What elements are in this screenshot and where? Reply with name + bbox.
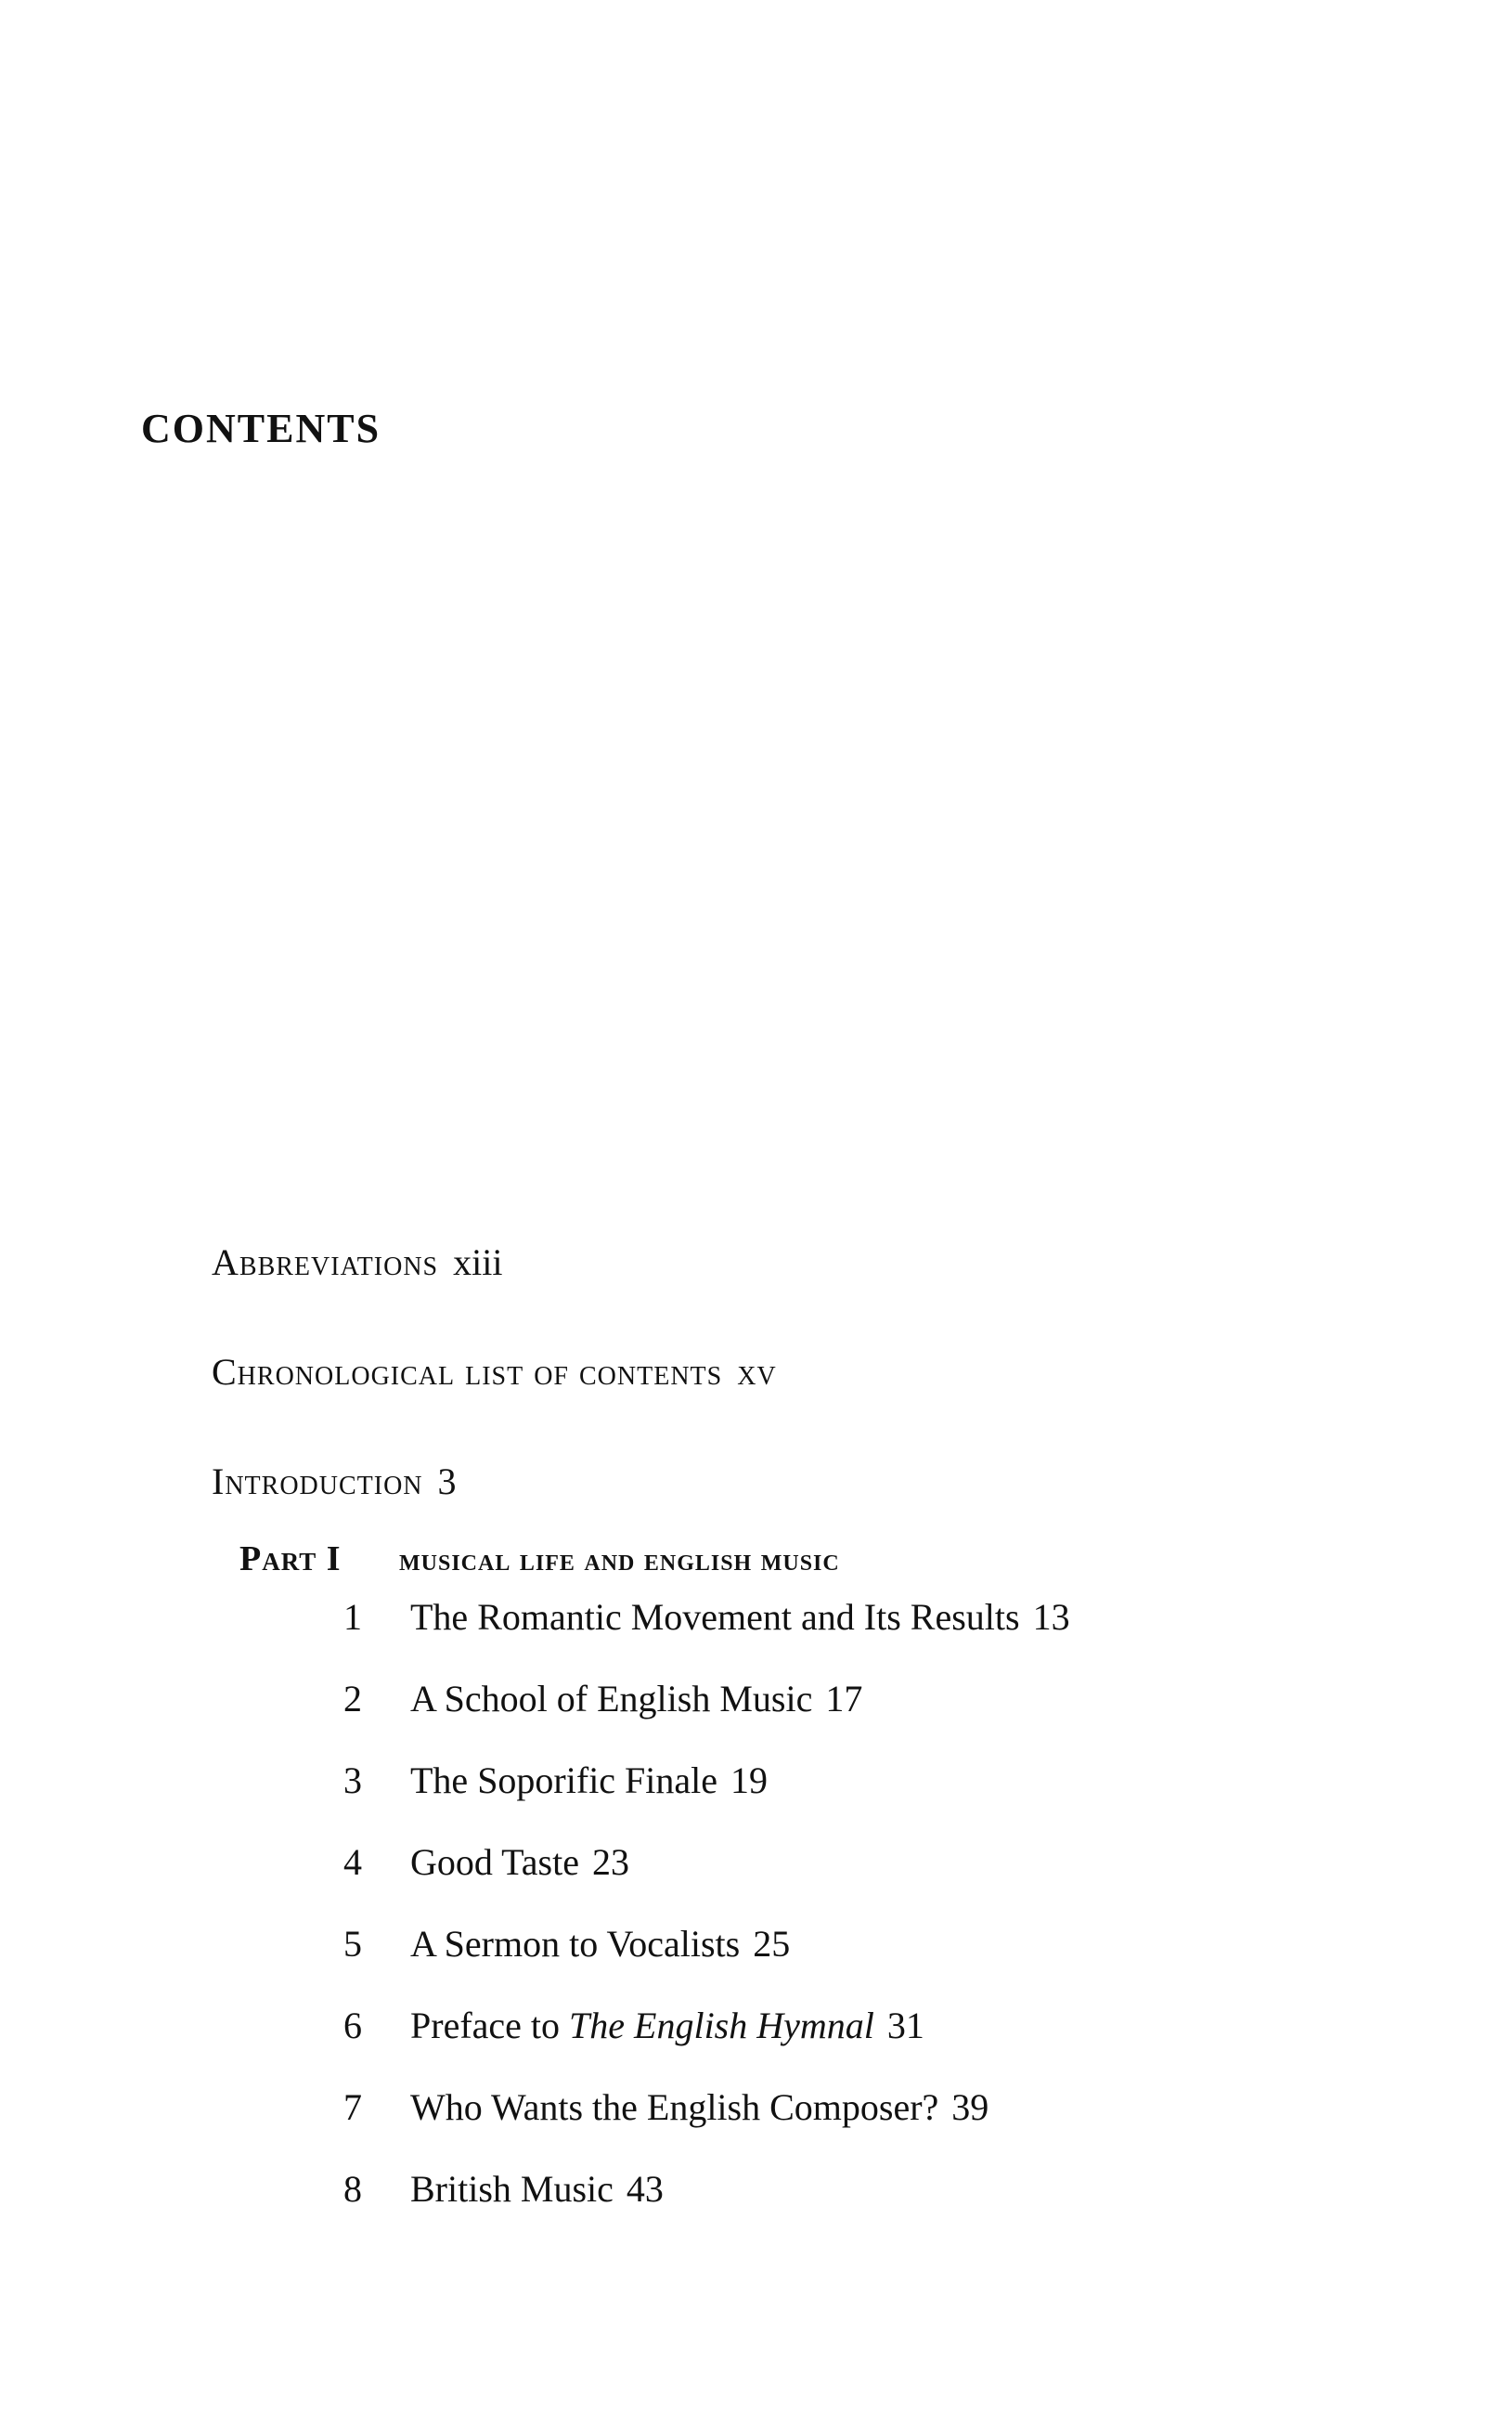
chapter-title: A Sermon to Vocalists <box>410 1923 741 1965</box>
chapter-number: 2 <box>343 1678 362 1720</box>
chapter-title-prefix: Preface to <box>410 2005 561 2046</box>
chapter-entry <box>316 2168 664 2210</box>
chapter-number: 5 <box>343 1923 362 1965</box>
chapter-number: 3 <box>343 1759 362 1801</box>
chapter-number: 7 <box>343 2086 362 2128</box>
chapter-number: 8 <box>343 2168 362 2210</box>
page-title: CONTENTS <box>141 406 381 451</box>
chapter-page-number: 13 <box>1032 1596 1070 1638</box>
chapter-page-number: 39 <box>951 2086 989 2128</box>
chapter-entry <box>316 1596 1070 1638</box>
front-entry-introduction <box>212 1460 457 1502</box>
entry-page-number: xiii <box>453 1241 503 1283</box>
chapter-page-number: 31 <box>886 2005 924 2046</box>
chapter-page-number: 23 <box>592 1841 629 1883</box>
part-heading <box>239 1541 840 1577</box>
part-label: Part I <box>239 1539 342 1578</box>
chapter-page-number: 17 <box>825 1678 863 1720</box>
chapter-number: 6 <box>343 2005 362 2046</box>
chapter-title-italic: The English Hymnal <box>569 2005 874 2046</box>
chapter-page-number: 43 <box>626 2168 664 2210</box>
part-title: musical life and english music <box>399 1543 840 1577</box>
front-entry-chronological-list <box>212 1351 777 1393</box>
chapter-title: British Music <box>410 2168 614 2210</box>
chapter-number: 1 <box>343 1596 362 1638</box>
front-entry-abbreviations <box>212 1241 503 1283</box>
chapter-entry <box>316 2086 989 2128</box>
chapter-entry <box>316 1841 629 1883</box>
chapter-entry <box>316 1759 769 1801</box>
chapter-entry <box>316 1923 791 1965</box>
chapter-page-number: 19 <box>730 1759 769 1801</box>
entry-label: Chronological list of contents <box>212 1351 723 1393</box>
chapter-page-number: 25 <box>753 1923 791 1965</box>
chapter-title: The Soporific Finale <box>410 1759 718 1801</box>
chapter-title: The Romantic Movement and Its Results <box>410 1596 1020 1638</box>
entry-label: Abbreviations <box>212 1241 439 1283</box>
entry-page-number: xv <box>737 1351 777 1393</box>
chapter-entry <box>316 1678 863 1720</box>
chapter-entry <box>316 2007 924 2044</box>
chapter-title: Good Taste <box>410 1841 579 1883</box>
entry-page-number: 3 <box>437 1460 457 1502</box>
entry-label: Introduction <box>212 1460 423 1502</box>
chapter-number: 4 <box>343 1841 362 1883</box>
chapter-title: Who Wants the English Composer? <box>410 2086 939 2128</box>
chapter-title: A School of English Music <box>410 1678 813 1720</box>
